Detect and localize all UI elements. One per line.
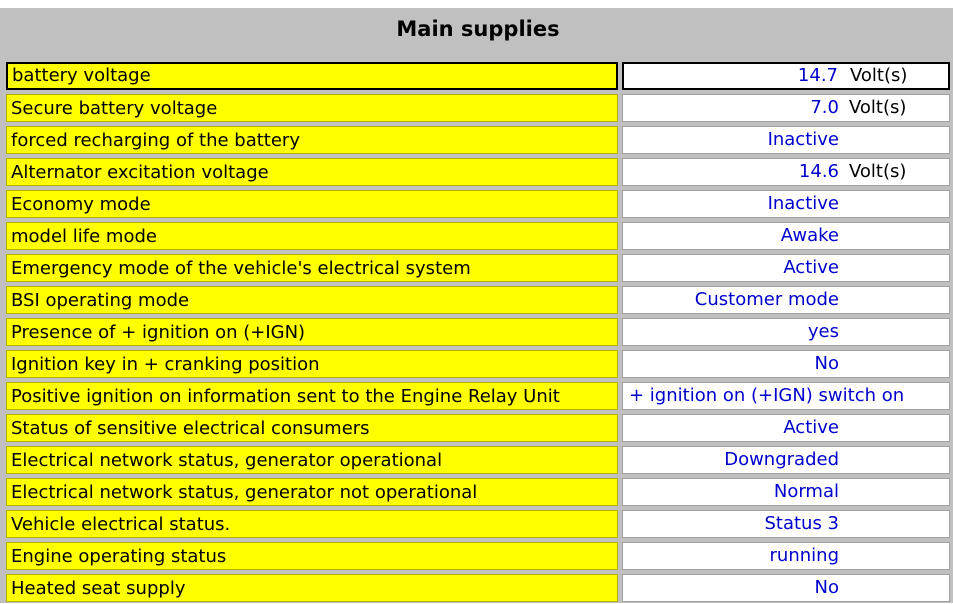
param-label: Positive ignition on information sent to the Engine Relay Unit <box>6 382 618 410</box>
param-label: model life mode <box>6 222 618 250</box>
param-value-cell <box>622 542 950 570</box>
param-value-cell <box>622 222 950 250</box>
param-value: Awake <box>780 225 839 246</box>
param-value: + ignition on (+IGN) switch on <box>629 385 905 406</box>
param-value: Status 3 <box>764 513 839 534</box>
parameter-list <box>6 60 950 604</box>
param-value: Active <box>783 257 839 278</box>
param-row-positive-ignition-info[interactable] <box>6 380 950 412</box>
param-unit: Volt(s) <box>849 97 907 118</box>
param-value-cell <box>622 254 950 282</box>
param-label: Economy mode <box>6 190 618 218</box>
param-label: BSI operating mode <box>6 286 618 314</box>
param-label: Status of sensitive electrical consumers <box>6 414 618 442</box>
param-row-forced-recharging[interactable] <box>6 124 950 156</box>
param-row-alternator-excitation-voltage[interactable] <box>6 156 950 188</box>
param-row-emergency-mode[interactable] <box>6 252 950 284</box>
param-value: Inactive <box>767 129 839 150</box>
param-value-cell <box>622 574 950 602</box>
param-value-cell <box>622 414 950 442</box>
param-row-heated-seat-supply[interactable] <box>6 572 950 604</box>
param-label: Presence of + ignition on (+IGN) <box>6 318 618 346</box>
param-row-bsi-operating-mode[interactable] <box>6 284 950 316</box>
param-value: No <box>814 353 839 374</box>
param-value-cell <box>622 382 950 410</box>
param-value-cell <box>622 510 950 538</box>
param-value-cell <box>622 94 950 122</box>
param-row-vehicle-electrical-status[interactable] <box>6 508 950 540</box>
param-label: Emergency mode of the vehicle's electrical system <box>6 254 618 282</box>
top-strip <box>0 0 953 8</box>
param-label: Vehicle electrical status. <box>6 510 618 538</box>
panel-title: Main supplies <box>6 10 950 48</box>
param-row-ignition-key-cranking[interactable] <box>6 348 950 380</box>
param-unit: Volt(s) <box>849 161 907 182</box>
param-row-model-life-mode[interactable] <box>6 220 950 252</box>
param-value: Downgraded <box>724 449 839 470</box>
param-value: 14.6 <box>798 161 839 182</box>
param-label: Heated seat supply <box>6 574 618 602</box>
param-label: Electrical network status, generator operational <box>6 446 618 474</box>
param-row-engine-operating-status[interactable] <box>6 540 950 572</box>
param-value: yes <box>807 321 839 342</box>
param-label: Engine operating status <box>6 542 618 570</box>
param-row-network-generator-not-operational[interactable] <box>6 476 950 508</box>
param-label: forced recharging of the battery <box>6 126 618 154</box>
param-value-cell <box>622 158 950 186</box>
param-value-cell <box>622 126 950 154</box>
param-value-cell <box>622 350 950 378</box>
param-row-network-generator-operational[interactable] <box>6 444 950 476</box>
param-value: 14.7 <box>797 65 838 86</box>
param-value-cell <box>622 318 950 346</box>
param-value: 7.0 <box>810 97 839 118</box>
param-row-secure-battery-voltage[interactable] <box>6 92 950 124</box>
param-unit: Volt(s) <box>850 65 908 86</box>
param-value: Active <box>783 417 839 438</box>
param-row-battery-voltage[interactable] <box>6 60 950 92</box>
param-value: No <box>814 577 839 598</box>
param-value-cell <box>622 286 950 314</box>
param-value-cell <box>622 62 950 90</box>
param-value-cell <box>622 478 950 506</box>
param-label: battery voltage <box>6 62 618 90</box>
param-row-economy-mode[interactable] <box>6 188 950 220</box>
param-label: Ignition key in + cranking position <box>6 350 618 378</box>
param-value-cell <box>622 190 950 218</box>
param-value: running <box>769 545 839 566</box>
param-value-cell <box>622 446 950 474</box>
param-label: Secure battery voltage <box>6 94 618 122</box>
param-label: Electrical network status, generator not operational <box>6 478 618 506</box>
param-value: Inactive <box>767 193 839 214</box>
param-row-sensitive-consumers[interactable] <box>6 412 950 444</box>
param-row-ignition-presence[interactable] <box>6 316 950 348</box>
param-value: Customer mode <box>694 289 839 310</box>
param-value: Normal <box>773 481 839 502</box>
param-label: Alternator excitation voltage <box>6 158 618 186</box>
